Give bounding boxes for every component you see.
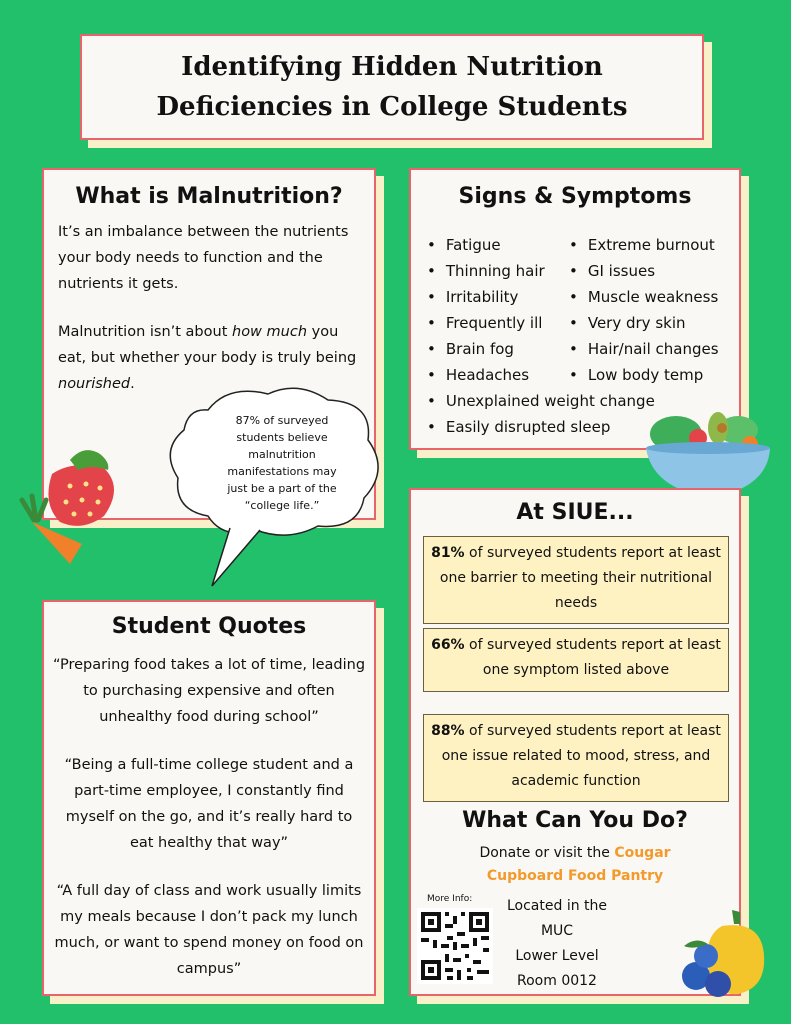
symptom-item: • Headaches (427, 362, 655, 388)
qr-code[interactable] (417, 908, 493, 984)
symptom-item: • Irritability (427, 284, 655, 310)
symptom-item: • GI issues (569, 258, 719, 284)
malnutrition-explanation: Malnutrition isn’t about how much you eat, but whether your body is truly being nourished. (58, 324, 357, 392)
malnutrition-definition: It’s an imbalance between the nutrients your body needs to function and the nutrients it gets. (58, 224, 349, 292)
bubble-text: 87% of surveyed students believe malnutrition manifestations may just be a part of the “college life.” (227, 414, 337, 512)
symptom-item: • Unexplained weight change (427, 388, 655, 414)
stat-box-1: 81% of surveyed students report at least one barrier to meeting their nutritional needs (423, 536, 729, 624)
symptom-item: • Muscle weakness (569, 284, 719, 310)
symptom-item: • Extreme burnout (569, 232, 719, 258)
quote-2: “Being a full-time college student and a part-time employee, I constantly find myself on the go, and it’s really hard to eat healthy that way” (64, 757, 354, 851)
signs-column-2 (569, 232, 719, 388)
stat-box-2: 66% of surveyed students report at least one symptom listed above (423, 628, 729, 692)
siue-heading: At SIUE... (516, 500, 634, 525)
strawberry-icon (48, 450, 114, 526)
quotes-heading: Student Quotes (111, 614, 307, 639)
quote-1: “Preparing food takes a lot of time, leading to purchasing expensive and often unhealthy food during school” (52, 657, 366, 725)
location-text: Located in the MUC Lower Level Room 0012 (506, 898, 608, 989)
symptom-item: • Brain fog (427, 336, 655, 362)
pepper-blueberry-illustration (672, 906, 772, 1002)
symptom-item: • Low body temp (569, 362, 719, 388)
quotes-panel (42, 600, 376, 996)
strawberry-carrot-illustration (12, 440, 124, 568)
symptom-item: • Fatigue (427, 232, 655, 258)
page-title: Identifying Hidden Nutrition Deficiencies in College Students (156, 52, 628, 122)
signs-heading: Signs & Symptoms (458, 184, 692, 209)
symptom-item: • Hair/nail changes (569, 336, 719, 362)
title-panel (80, 34, 704, 140)
stat-box-3: 88% of surveyed students report at least one issue related to mood, stress, and academic function (423, 714, 729, 802)
malnutrition-heading: What is Malnutrition? (75, 184, 343, 209)
quote-3: “A full day of class and work usually limits my meals because I don’t pack my lunch much, or want to spend money on food on campus” (54, 883, 364, 977)
symptom-item: • Thinning hair (427, 258, 655, 284)
cta-text: Donate or visit the Cougar Cupboard Food Pantry (479, 845, 671, 884)
symptom-item: • Frequently ill (427, 310, 655, 336)
cta-heading: What Can You Do? (462, 808, 688, 833)
symptom-item: • Easily disrupted sleep (427, 414, 655, 440)
symptom-item: • Very dry skin (569, 310, 719, 336)
more-info-label: More Info: (427, 894, 473, 904)
